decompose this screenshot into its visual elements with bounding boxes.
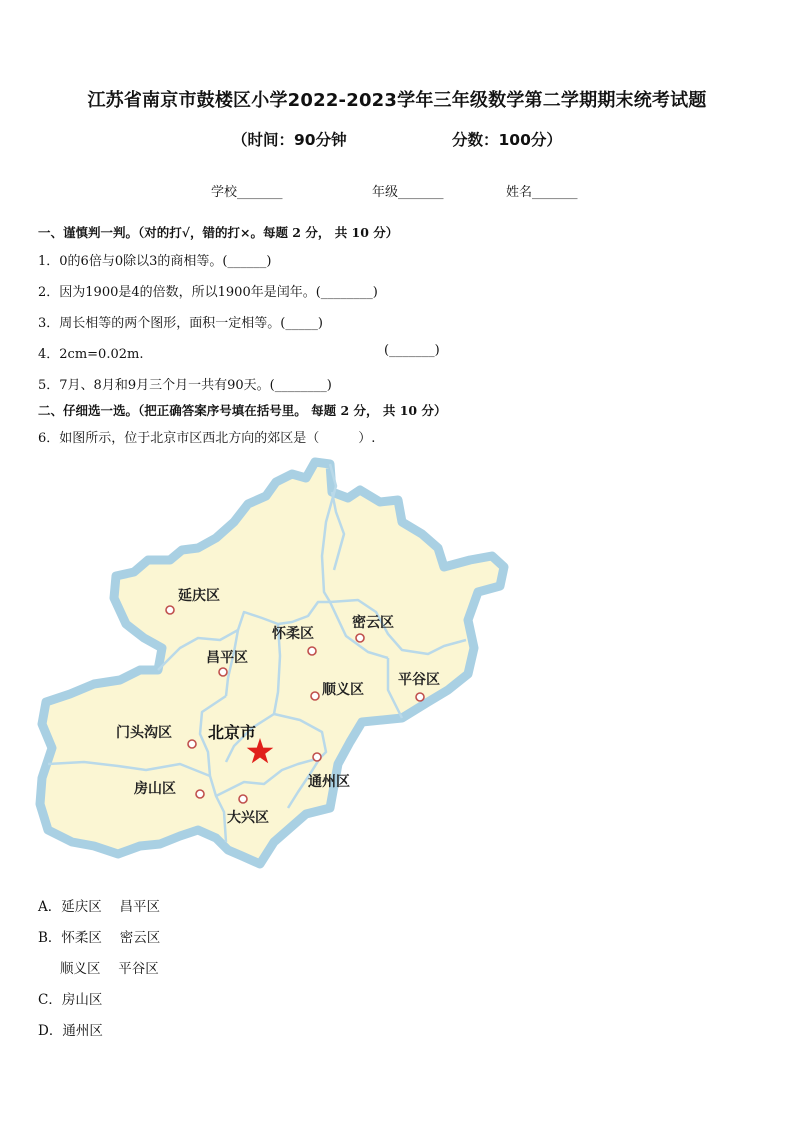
seat-dot-yanqing [166, 606, 174, 614]
option-b-line-1: B．怀柔区 密云区 [38, 930, 161, 946]
exam-score: 分数：100分） [452, 131, 562, 149]
question-4-blank: (_______) [384, 343, 440, 358]
option-b-line-2: 顺义区 平谷区 [60, 961, 159, 977]
option-a: A．延庆区 昌平区 [38, 899, 161, 915]
question-1: 1．0的6倍与0除以3的商相等。(______) [38, 254, 272, 269]
seat-dot-changping [219, 668, 227, 676]
option-d: D．通州区 [38, 1023, 103, 1039]
beijing-district-map [30, 452, 510, 884]
seat-dot-fangshan [196, 790, 204, 798]
district-label-changping: 昌平区 [206, 650, 248, 666]
seat-dot-shunyi [311, 692, 319, 700]
question-6: 6．如图所示，位于北京市区西北方向的郊区是（ ）. [38, 431, 376, 446]
district-label-fangshan: 房山区 [134, 781, 176, 797]
page-title: 江苏省南京市鼓楼区小学2022-2023学年三年级数学第二学期期末统考试题 [87, 90, 707, 111]
exam-time: （时间：90分钟 [232, 131, 347, 149]
question-3: 3．周长相等的两个图形，面积一定相等。(_____) [38, 316, 323, 331]
city-label-beijing: 北京市 [208, 723, 257, 742]
district-label-tongzhou: 通州区 [308, 774, 350, 790]
map-outline [40, 462, 504, 864]
option-c: C．房山区 [38, 992, 103, 1008]
district-label-daxing: 大兴区 [227, 810, 269, 826]
district-label-mentougou: 门头沟区 [116, 725, 172, 741]
grade-field: 年级_______ [372, 185, 444, 200]
seat-dot-huairou [308, 647, 316, 655]
seat-dot-mentougou [188, 740, 196, 748]
district-label-huairou: 怀柔区 [272, 626, 314, 642]
seat-dot-tongzhou [313, 753, 321, 761]
district-label-shunyi: 顺义区 [322, 682, 364, 698]
section-1-heading: 一、谨慎判一判。（对的打√，错的打×。每题 2 分， 共 10 分） [38, 225, 399, 240]
seat-dot-pinggu [416, 693, 424, 701]
section-2-heading: 二、仔细选一选。（把正确答案序号填在括号里。 每题 2 分， 共 10 分） [38, 403, 447, 418]
school-field: 学校_______ [211, 185, 283, 200]
district-label-pinggu: 平谷区 [398, 672, 440, 688]
seat-dot-miyun [356, 634, 364, 642]
question-4: 4．2cm=0.02m. [38, 347, 144, 362]
seat-dot-daxing [239, 795, 247, 803]
question-5: 5．7月、8月和9月三个月一共有90天。(________) [38, 378, 332, 393]
question-2: 2．因为1900是4的倍数，所以1900年是闰年。(________) [38, 285, 378, 300]
district-label-yanqing: 延庆区 [178, 588, 220, 604]
district-label-miyun: 密云区 [352, 615, 394, 631]
name-field: 姓名_______ [506, 185, 578, 200]
